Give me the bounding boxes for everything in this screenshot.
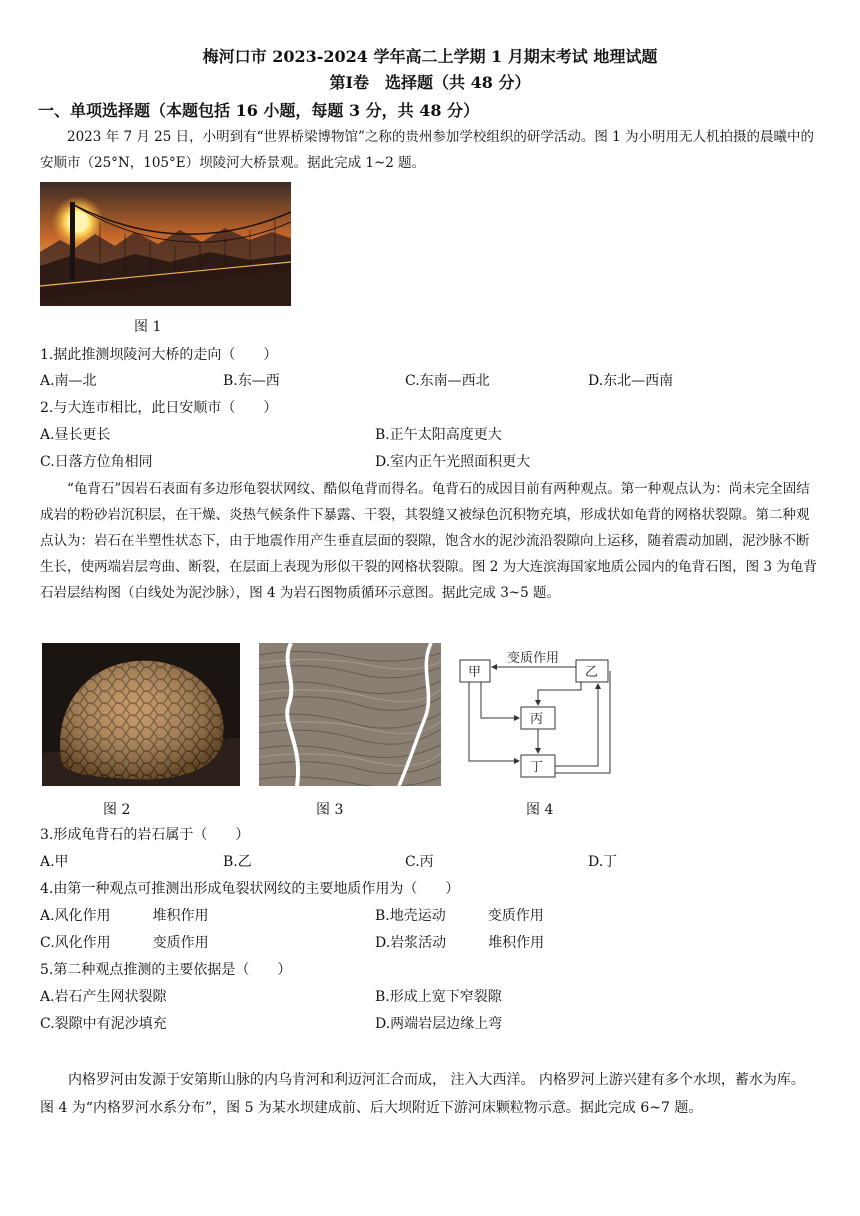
passage-1: 2023 年 7 月 25 日，小明到有“世界桥梁博物馆”之称的贵州参加学校组织的研学活动。图 1 为小明用无人机拍摄的晨曦中的安顺市（25°N，105°E）坝陵河大桥景观。据此完成 1~2 题。 (40, 129, 815, 171)
question-1-stem: 1.据此推测坝陵河大桥的走向（ ） (40, 347, 278, 363)
figure-3-rock-layer-photo (259, 643, 441, 786)
question-2-option-b[interactable]: B.正午太阳高度更大 (375, 427, 502, 443)
section-heading: 一、单项选择题（本题包括 16 小题，每题 3 分，共 48 分） (38, 101, 480, 120)
exam-subtitle: 第Ⅰ卷 选择题（共 48 分） (329, 73, 531, 92)
question-1-option-c[interactable]: C.东南—西北 (405, 373, 490, 389)
figure-1-bridge-photo (40, 182, 291, 306)
question-2-option-d[interactable]: D.室内正午光照面积更大 (375, 454, 531, 470)
fig4-label-metamorphism: 变质作用 (507, 651, 560, 666)
figure-3-caption: 图 3 (316, 802, 344, 818)
question-4-option-d[interactable]: D.岩浆活动 堆积作用 (375, 935, 545, 951)
question-2-stem: 2.与大连市相比，此日安顺市（ ） (40, 400, 278, 416)
question-3-option-c[interactable]: C.丙 (405, 854, 434, 870)
fig4-label-bing: 丙 (530, 712, 544, 727)
figure-4-caption: 图 4 (526, 802, 554, 818)
question-1-option-b[interactable]: B.东—西 (223, 373, 280, 389)
fig4-label-yi: 乙 (585, 665, 599, 680)
passage-3: 内格罗河由发源于安第斯山脉的内乌肯河和利迈河汇合而成， 注入大西洋。 内格罗河上游兴建有多个水坝，蓄水为库。 图 4 为“内格罗河水系分布”，图 5 为某水坝建成前、后大坝附近下游河床颗粒物示意。据此完成 6~7 题。 (40, 1072, 805, 1116)
question-3-option-a[interactable]: A.甲 (40, 854, 69, 870)
question-4-option-a[interactable]: A.风化作用 堆积作用 (40, 908, 209, 924)
question-3-option-d[interactable]: D.丁 (588, 854, 618, 870)
figure-2-caption: 图 2 (103, 802, 131, 818)
question-2-option-a[interactable]: A.昼长更长 (40, 427, 111, 443)
exam-title: 梅河口市 2023-2024 学年高二上学期 1 月期末考试 地理试题 (202, 47, 658, 66)
fig4-label-jia: 甲 (468, 665, 482, 680)
figure-1-caption: 图 1 (134, 319, 162, 335)
figure-2-turtle-stone-photo (42, 643, 240, 786)
question-1-option-a[interactable]: A.南—北 (40, 373, 97, 389)
figure-4-rock-cycle-diagram (455, 645, 620, 785)
passage-2: “龟背石”因岩石表面有多边形龟裂状网纹、酷似龟背而得名。龟背石的成因目前有两种观点。第一种观点认为：尚未完全固结成岩的粉砂岩沉积层，在干燥、炎热气候条件下暴露、干裂，其裂缝又被绿色沉积物充填，形成状如龟背的网格状裂隙。第二种观点认为：岩石在半塑性状态下，由于地震作用产生垂直层面的裂隙，饱含水的泥沙流沿裂隙向上运移，随着震动加剧，泥沙脉不断生长，使两端岩层弯曲、断裂，在层面上表现为形似干裂的网格状裂隙。图 2 为大连滨海国家地质公园内的龟背石图，图 3 为龟背石岩层结构图（白线处为泥沙脉），图 4 为岩石图物质循环示意图。据此完成 3~5 题。 (40, 481, 817, 601)
question-5-option-c[interactable]: C.裂隙中有泥沙填充 (40, 1016, 167, 1032)
question-5-stem: 5.第二种观点推测的主要依据是（ ） (40, 962, 292, 978)
question-1-option-d[interactable]: D.东北—西南 (588, 373, 674, 389)
question-2-option-c[interactable]: C.日落方位角相同 (40, 454, 153, 470)
question-5-option-d[interactable]: D.两端岩层边缘上弯 (375, 1016, 503, 1032)
question-5-option-a[interactable]: A.岩石产生网状裂隙 (40, 989, 167, 1005)
question-4-option-b[interactable]: B.地壳运动 变质作用 (375, 908, 544, 924)
question-3-stem: 3.形成龟背石的岩石属于（ ） (40, 827, 250, 843)
question-3-option-b[interactable]: B.乙 (223, 854, 252, 870)
fig4-label-ding: 丁 (530, 760, 544, 775)
question-4-stem: 4.由第一种观点可推测出形成龟裂状网纹的主要地质作用为（ ） (40, 881, 460, 897)
question-5-option-b[interactable]: B.形成上宽下窄裂隙 (375, 989, 502, 1005)
question-4-option-c[interactable]: C.风化作用 变质作用 (40, 935, 209, 951)
